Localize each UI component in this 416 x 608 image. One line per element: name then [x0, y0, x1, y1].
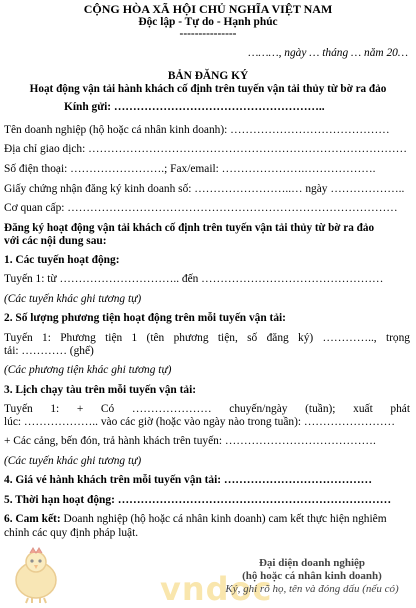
nation-heading: CỘNG HÒA XÃ HỘI CHỦ NGHĨA VIỆT NAM: [83, 2, 333, 16]
recipient-line: Kính gửi: ………………………………………………..: [64, 101, 325, 113]
motto: Độc lập - Tự do - Hạnh phúc: [138, 16, 278, 28]
section-2-line-2: tải: ………… (ghế): [4, 345, 94, 357]
section-3-line-1: Tuyến 1: + Có ………………… chuyến/ngày (tuần); xuất phát: [4, 403, 410, 415]
signature-role-sub: (hộ hoặc cá nhân kinh doanh): [242, 570, 382, 582]
section-5-heading: 5. Thời hạn hoạt động: ………………………………………………………………: [4, 494, 392, 506]
section-2-heading: 2. Số lượng phương tiện hoạt động trên mỗi tuyến vận tải:: [4, 312, 286, 324]
field-phone-fax: Số điện thoại: …………………….; Fax/email: ………………….……………….: [4, 163, 376, 175]
signature-role: Đại diện doanh nghiệp: [258, 557, 366, 569]
field-company-name: Tên doanh nghiệp (hộ hoặc cá nhân kinh doanh): ……………………………………: [4, 124, 390, 136]
section-4-heading: 4. Giá vé hành khách trên mỗi tuyến vận tải: …………………………………: [4, 474, 372, 486]
field-issuing-agency: Cơ quan cấp: ……………………………………………………………………………: [4, 202, 398, 214]
section-6-line-1: [4, 513, 410, 526]
section-2-line-1: Tuyến 1: Phương tiện 1 (tên phương tiện, số đăng ký) ………….., trọng: [4, 332, 410, 344]
intro-line-2: với các nội dung sau:: [4, 235, 107, 247]
signature-instruction: Ký, ghi rõ họ, tên và đóng dấu (nếu có): [225, 583, 399, 595]
field-business-license: Giấy chứng nhận đăng ký kinh doanh số: ……………………..… ngày ………………..: [4, 183, 405, 195]
section-3-note: (Các tuyến khác ghi tương tự): [4, 455, 142, 467]
document-subtitle: Hoạt động vận tải hành khách cố định trên tuyến vận tải thủy từ bờ ra đảo: [29, 83, 387, 95]
divider: ---------------: [179, 28, 237, 40]
section-2-note: (Các phương tiện khác ghi tương tự): [4, 364, 172, 376]
section-3-heading: 3. Lịch chạy tàu trên mỗi tuyến vận tải:: [4, 384, 197, 396]
chicken-logo-icon: [6, 544, 66, 604]
date-line: ………, ngày … tháng … năm 20…: [248, 47, 408, 59]
section-3-line-2: lúc: ……………….. vào các giờ (hoặc vào ngày nào trong tuần): ……………………: [4, 416, 396, 428]
section-6-text: Doanh nghiệp (hộ hoặc cá nhân kinh doanh) cam kết thực hiện nghiêm: [60, 513, 387, 525]
section-3-line-3: + Các cảng, bến đón, trả hành khách trên tuyến: ………………………………….: [4, 435, 376, 447]
section-6-line-2: chỉnh các quy định pháp luật.: [4, 527, 139, 539]
watermark-logo: vndoc: [160, 570, 273, 608]
intro-line-1: Đăng ký hoạt động vận tải khách cố định trên tuyến vận tải thủy từ bờ ra đảo: [4, 222, 375, 234]
document-title: BẢN ĐĂNG KÝ: [167, 70, 249, 82]
section-6-label: 6. Cam kết:: [4, 513, 61, 525]
section-1-heading: 1. Các tuyến hoạt động:: [4, 254, 120, 266]
section-1-note: (Các tuyến khác ghi tương tự): [4, 293, 142, 305]
section-1-route: Tuyến 1: từ ………………………….. đến …………………………………………: [4, 273, 384, 285]
field-address: Địa chỉ giao dịch: …………………………………………………………………………: [4, 143, 408, 155]
